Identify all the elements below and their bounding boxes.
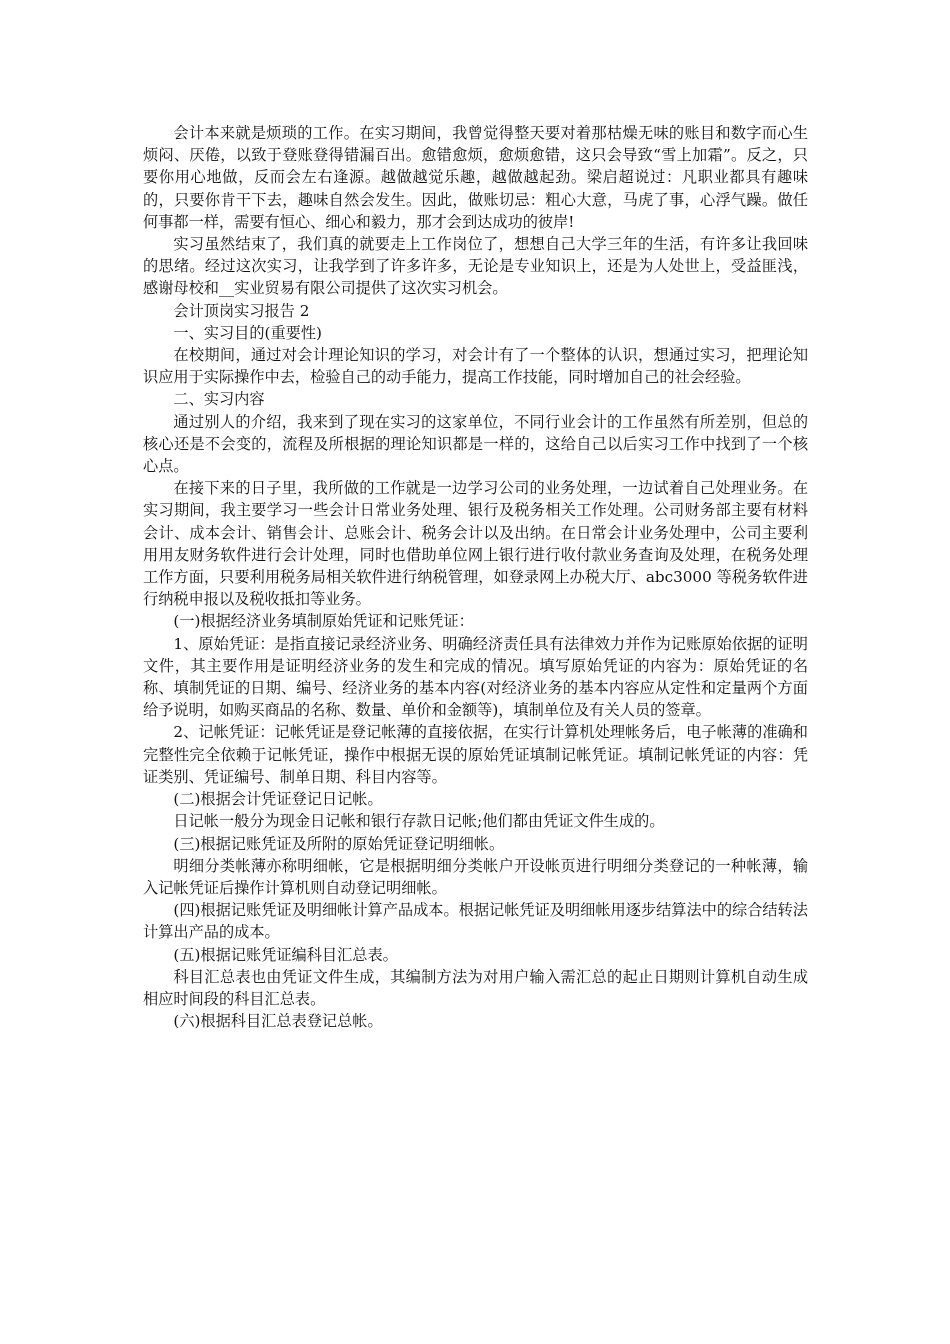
paragraph-internship-conclusion: 实习虽然结束了，我们真的就要走上工作岗位了，想想自己大学三年的生活，有许多让我回味的思绪。经过这次实习，让我学到了许多许多，无论是专业知识上，还是为人处世上，受益匪浅，感谢母校和__实业贸易有限公司提供了这次实习机会。 — [143, 235, 808, 298]
subheading-general-ledger: (六)根据科目汇总表登记总帐。 — [173, 1012, 383, 1031]
paragraph-detail-ledger: 明细分类帐薄亦称明细帐，它是根据明细分类帐户开设帐页进行明细分类登记的一种帐薄，输入记帐凭证后操作计算机则自动登记明细帐。 — [143, 856, 808, 897]
subheading-journal: (二)根据会计凭证登记日记帐。 — [173, 790, 383, 809]
subheading-vouchers: (一)根据经济业务填制原始凭证和记账凭证： — [173, 612, 474, 631]
paragraph-original-voucher: 1、原始凭证：是指直接记录经济业务、明确经济责任具有法律效力并作为记账原始依据的证明文件，其主要作用是证明经济业务的发生和完成的情况。填写原始凭证的内容为：原始凭证的名称、填制凭证的日期、编号、经济业务的基本内容(对经济业务的基本内容应从定性和定量两个方面给予说明，如购买商品的名称、数量、单价和金额等)，填制单位及有关人员的签章。 — [143, 634, 808, 720]
report-title: 会计顶岗实习报告 2 — [173, 301, 310, 320]
paragraph-daily-work: 在接下来的日子里，我所做的工作就是一边学习公司的业务处理，一边试着自己处理业务。在实习期间，我主要学习一些会计日常业务处理、银行及税务相关工作处理。公司财务部主要有材料会计、成本会计、销售会计、总账会计、税务会计以及出纳。在日常会计业务处理中，公司主要利用用友财务软件进行会计处理，同时也借助单位网上银行进行收付款业务查询及处理，在税务处理工作方面，只要利用税务局相关软件进行纳税管理，如登录网上办税大厅、abc3000 等税务软件进行纳税申报以及税收抵扣等业务。 — [143, 479, 808, 609]
paragraph-bookkeeping-attitude: 会计本来就是烦琐的工作。在实习期间，我曾觉得整天要对着那枯燥无味的账目和数字而心生烦闷、厌倦，以致于登账登得错漏百出。愈错愈烦，愈烦愈错，这只会导致“雪上加霜”。反之，只要你用心地做，反而会左右逢源。越做越觉乐趣，越做越起劲。梁启超说过：凡职业都具有趣味的，只要你肯干下去，趣味自然会发生。因此，做账切忌：粗心大意，马虎了事，心浮气躁。做任何事都一样，需要有恒心、细心和毅力，那才会到达成功的彼岸! — [143, 124, 808, 231]
section-heading-content: 二、实习内容 — [173, 390, 265, 409]
paragraph-purpose: 在校期间，通过对会计理论知识的学习，对会计有了一个整体的认识，想通过实习，把理论知识应用于实际操作中去，检验自己的动手能力，提高工作技能，同时增加自己的社会经验。 — [143, 346, 808, 387]
subheading-detail-ledger: (三)根据记账凭证及所附的原始凭证登记明细帐。 — [173, 834, 505, 853]
paragraph-accounting-voucher: 2、记帐凭证：记帐凭证是登记帐薄的直接依据，在实行计算机处理帐务后，电子帐薄的准确和完整性完全依赖于记帐凭证，操作中根据无误的原始凭证填制记帐凭证。填制记帐凭证的内容：凭证类别、凭证编号、制单日期、科目内容等。 — [143, 723, 808, 786]
paragraph-introduction: 通过别人的介绍，我来到了现在实习的这家单位，不同行业会计的工作虽然有所差别，但总的核心还是不会变的，流程及所根据的理论知识都是一样的，这给自己以后实习工作中找到了一个核心点。 — [143, 412, 808, 476]
paragraph-product-cost: (四)根据记账凭证及明细帐计算产品成本。根据记帐凭证及明细帐用逐步结算法中的综合结转法计算出产品的成本。 — [143, 901, 808, 942]
document-page — [143, 122, 808, 1032]
section-heading-purpose: 一、实习目的(重要性) — [173, 323, 322, 342]
subheading-summary-table: (五)根据记账凭证编科目汇总表。 — [173, 945, 398, 964]
paragraph-journal: 日记帐一般分为现金日记帐和银行存款日记帐;他们都由凭证文件生成的。 — [173, 812, 665, 831]
paragraph-summary-table: 科目汇总表也由凭证文件生成，其编制方法为对用户输入需汇总的起止日期则计算机自动生成相应时间段的科目汇总表。 — [143, 967, 808, 1008]
